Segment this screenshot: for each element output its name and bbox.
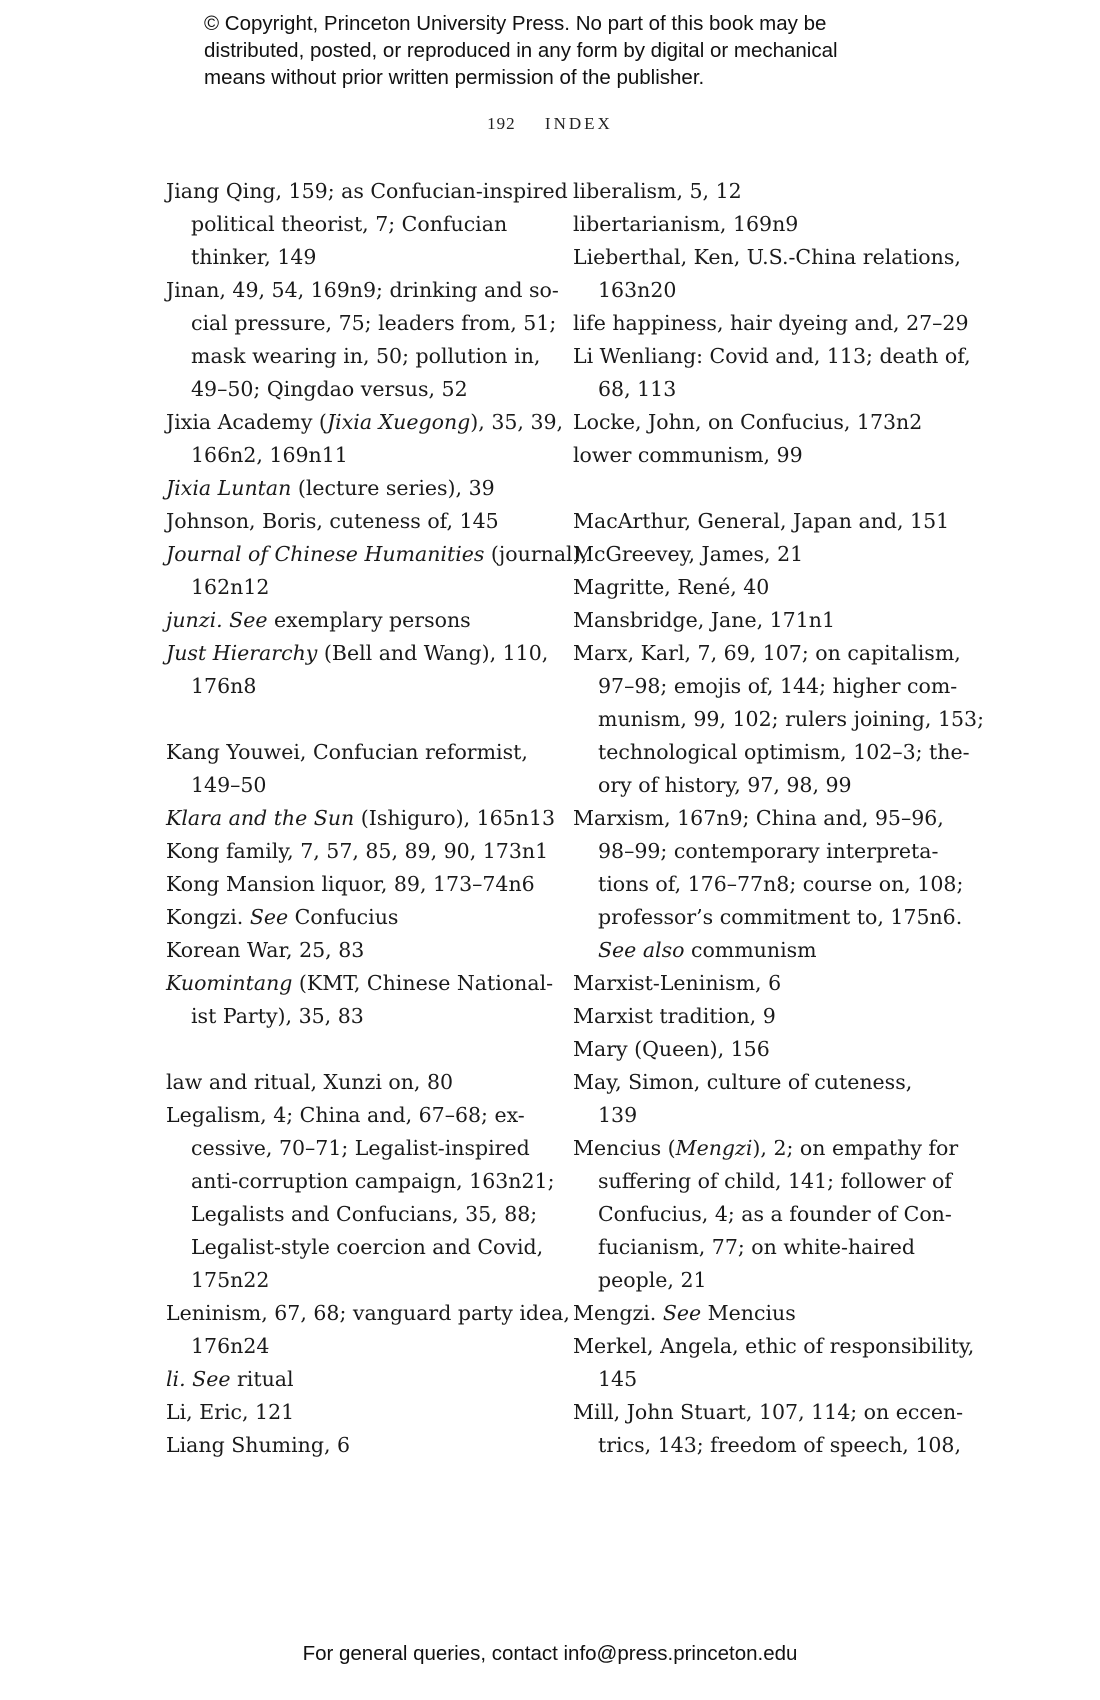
- text-run: Kang Youwei, Confucian reformist,: [166, 740, 528, 764]
- text-run: ritual: [230, 1367, 294, 1391]
- text-run: law and ritual, Xunzi on, 80: [166, 1070, 454, 1094]
- text-run: Confucius, 4; as a founder of Con-: [598, 1202, 952, 1226]
- text-run: technological optimism, 102–3; the-: [598, 740, 970, 764]
- text-run: Korean War, 25, 83: [166, 938, 365, 962]
- text-run: Kongzi.: [166, 905, 250, 929]
- index-entry-line: [166, 1429, 566, 1462]
- index-entry: [573, 1033, 973, 1066]
- index-entry-continuation: [166, 208, 566, 241]
- index-entry-line: [166, 472, 566, 505]
- index-entry-continuation: [166, 1330, 566, 1363]
- index-entry-line: [573, 175, 973, 208]
- text-run: Li Wenliang: Covid and, 113; death of,: [573, 344, 971, 368]
- index-entry: [166, 967, 566, 1033]
- text-run: 163n20: [598, 278, 677, 302]
- index-entry-line: [166, 637, 566, 670]
- index-entry: [573, 1066, 973, 1132]
- text-run: Kong Mansion liquor, 89, 173–74n6: [166, 872, 535, 896]
- text-run: liberalism, 5, 12: [573, 179, 742, 203]
- index-entry-line: [573, 802, 973, 835]
- index-entry-line: [573, 604, 973, 637]
- text-run: 145: [598, 1367, 638, 1391]
- text-run: Leninism, 67, 68; vanguard party idea,: [166, 1301, 570, 1325]
- text-run: anti-corruption campaign, 163n21;: [191, 1169, 555, 1193]
- text-run: 166n2, 169n11: [191, 443, 348, 467]
- index-entry-continuation: [166, 670, 566, 703]
- index-entry-line: [166, 934, 566, 967]
- index-column-left: [166, 175, 588, 1462]
- text-run: Mencius: [701, 1301, 796, 1325]
- index-entry-line: [573, 1330, 973, 1363]
- index-entry: [166, 835, 566, 868]
- text-run: Magritte, René, 40: [573, 575, 770, 599]
- index-entry-continuation: [166, 241, 566, 274]
- index-entry-continuation: [166, 769, 566, 802]
- index-entry-line: [166, 1297, 570, 1330]
- text-run: mask wearing in, 50; pollution in,: [191, 344, 541, 368]
- index-entry-continuation: [166, 1231, 566, 1264]
- index-entry-line: [573, 1132, 973, 1165]
- index-entry-continuation: [166, 307, 566, 340]
- text-run: 149–50: [191, 773, 267, 797]
- text-run: 97–98; emojis of, 144; higher com-: [598, 674, 958, 698]
- text-run: May, Simon, culture of cuteness,: [573, 1070, 913, 1094]
- index-entry-line: [166, 967, 566, 1000]
- text-run: Mengzi.: [573, 1301, 663, 1325]
- index-entry: [573, 208, 973, 241]
- text-run: lower communism, 99: [573, 443, 803, 467]
- index-entry-line: [573, 241, 973, 274]
- index-entry-line: [573, 406, 973, 439]
- index-entry: [166, 1396, 566, 1429]
- index-entry: [573, 1330, 973, 1396]
- index-entry: [166, 1099, 566, 1297]
- text-run: Mill, John Stuart, 107, 114; on eccen-: [573, 1400, 964, 1424]
- index-entry-continuation: [573, 1165, 973, 1198]
- text-run: Mencius (: [573, 1136, 676, 1160]
- index-entry: [573, 637, 984, 802]
- text-run: ), 35, 39,: [470, 410, 564, 434]
- index-entry-line: [166, 802, 566, 835]
- text-run: 176n24: [191, 1334, 270, 1358]
- text-run: Legalism, 4; China and, 67–68; ex-: [166, 1103, 525, 1127]
- index-entry-continuation: [166, 571, 566, 604]
- index-entry: [573, 1132, 973, 1297]
- italic-text: Just Hierarchy: [166, 641, 318, 665]
- index-entry: [166, 406, 566, 472]
- text-run: trics, 143; freedom of speech, 108,: [598, 1433, 961, 1457]
- index-entry-line: [573, 439, 973, 472]
- index-entry: [166, 934, 566, 967]
- index-entry-line: [573, 538, 973, 571]
- text-run: Mansbridge, Jane, 171n1: [573, 608, 836, 632]
- index-entry: [573, 340, 973, 406]
- index-entry-line: [166, 175, 566, 208]
- index-entry-continuation: [573, 769, 973, 802]
- letter-group-gap: [166, 1033, 566, 1066]
- text-run: Marx, Karl, 7, 69, 107; on capitalism,: [573, 641, 961, 665]
- text-run: life happiness, hair dyeing and, 27–29: [573, 311, 969, 335]
- copyright-line: means without prior written permission of the publisher.: [204, 66, 705, 89]
- text-run: Jinan, 49, 54, 169n9; drinking and so-: [166, 278, 559, 302]
- text-run: Kong family, 7, 57, 85, 89, 90, 173n1: [166, 839, 549, 863]
- text-run: Locke, John, on Confucius, 173n2: [573, 410, 923, 434]
- index-entry: [166, 472, 566, 505]
- text-run: Lieberthal, Ken, U.S.-China relations,: [573, 245, 961, 269]
- letter-group-gap: [573, 472, 973, 505]
- index-entry-continuation: [573, 1099, 973, 1132]
- index-entry-continuation: [573, 1231, 973, 1264]
- index-entry: [573, 802, 973, 967]
- text-run: (Ishiguro), 165n13: [354, 806, 556, 830]
- index-entry-continuation: [166, 1132, 566, 1165]
- index-entry-continuation: [166, 439, 566, 472]
- index-entry: [573, 175, 973, 208]
- index-entry-line: [166, 1363, 566, 1396]
- index-entry-line: [166, 406, 566, 439]
- index-entry-line: [573, 1000, 973, 1033]
- index-entry-line: [573, 1396, 973, 1429]
- index-entry: [573, 604, 973, 637]
- index-entry-line: [166, 1099, 566, 1132]
- text-run: cial pressure, 75; leaders from, 51;: [191, 311, 557, 335]
- text-run: ), 2; on empathy for: [752, 1136, 959, 1160]
- text-run: Marxist tradition, 9: [573, 1004, 776, 1028]
- index-entry: [573, 406, 973, 439]
- text-run: communism: [684, 938, 817, 962]
- index-entry-line: [573, 967, 973, 1000]
- italic-text: See also: [598, 938, 685, 962]
- index-entry-continuation: [573, 736, 973, 769]
- index-entry-line: [573, 307, 973, 340]
- text-run: Marxism, 167n9; China and, 95–96,: [573, 806, 944, 830]
- index-entry: [573, 1297, 973, 1330]
- index-entry-line: [573, 1066, 973, 1099]
- index-entry: [573, 241, 973, 307]
- index-entry: [166, 1429, 566, 1462]
- italic-text: Kuomintang: [166, 971, 293, 995]
- text-run: Jixia Academy (: [166, 410, 327, 434]
- italic-text: See: [249, 905, 289, 929]
- copyright-line: © Copyright, Princeton University Press. No part of this book may be: [204, 12, 827, 35]
- letter-group-gap: [166, 703, 566, 736]
- index-entry: [166, 604, 566, 637]
- index-entry: [166, 637, 566, 703]
- index-entry-line: [573, 1033, 973, 1066]
- italic-text: Journal of Chinese Humanities: [166, 542, 485, 566]
- italic-text: Jixia Luntan: [166, 476, 292, 500]
- text-run: libertarianism, 169n9: [573, 212, 799, 236]
- index-entry: [573, 307, 973, 340]
- text-run: 162n12: [191, 575, 270, 599]
- index-entry-continuation: [166, 1198, 566, 1231]
- italic-text: Mengzi: [675, 1136, 753, 1160]
- index-entry-continuation: [573, 670, 973, 703]
- text-run: Liang Shuming, 6: [166, 1433, 351, 1457]
- text-run: Jiang Qing, 159; as Confucian-inspired: [166, 179, 568, 203]
- text-run: (KMT, Chinese National-: [292, 971, 554, 995]
- index-entry: [166, 274, 566, 406]
- index-entry: [166, 1297, 570, 1363]
- index-entry-continuation: [573, 901, 973, 934]
- text-run: Merkel, Angela, ethic of responsibility,: [573, 1334, 975, 1358]
- text-run: Legalists and Confucians, 35, 88;: [191, 1202, 538, 1226]
- index-entry-line: [166, 835, 566, 868]
- index-entry: [573, 967, 973, 1000]
- index-entry-line: [573, 571, 973, 604]
- running-head: [0, 114, 1100, 134]
- index-entry: [573, 1396, 973, 1462]
- index-entry: [166, 505, 566, 538]
- text-run: exemplary persons: [267, 608, 471, 632]
- index-entry-line: [166, 901, 566, 934]
- index-entry-line: [166, 538, 588, 571]
- index-entry: [166, 901, 566, 934]
- text-run: 176n8: [191, 674, 257, 698]
- text-run: Mary (Queen), 156: [573, 1037, 770, 1061]
- index-entry-line: [573, 505, 973, 538]
- copyright-line: distributed, posted, or reproduced in any form by digital or mechanical: [204, 39, 838, 62]
- index-entry-continuation: [166, 373, 566, 406]
- text-run: political theorist, 7; Confucian: [191, 212, 508, 236]
- text-run: ist Party), 35, 83: [191, 1004, 364, 1028]
- text-run: suffering of child, 141; follower of: [598, 1169, 952, 1193]
- index-entry-line: [573, 208, 973, 241]
- index-entry-continuation: [573, 703, 984, 736]
- text-run: Confucius: [288, 905, 399, 929]
- section-title: INDEX: [544, 114, 613, 133]
- text-run: cessive, 70–71; Legalist-inspired: [191, 1136, 530, 1160]
- index-entry-line: [166, 736, 566, 769]
- footer-contact: For general queries, contact info@press.princeton.edu: [302, 1642, 798, 1665]
- index-entry-continuation: [573, 934, 973, 967]
- index-entry: [573, 538, 973, 571]
- index-entry: [166, 538, 588, 604]
- index-entry-continuation: [573, 1363, 973, 1396]
- italic-text: Jixia Xuegong: [326, 410, 471, 434]
- text-run: 49–50; Qingdao versus, 52: [191, 377, 468, 401]
- index-entry: [166, 175, 566, 274]
- text-run: 139: [598, 1103, 638, 1127]
- index-entry-line: [573, 340, 973, 373]
- page-number: 192: [487, 114, 516, 133]
- italic-text: Klara and the Sun: [166, 806, 355, 830]
- text-run: people, 21: [598, 1268, 707, 1292]
- text-run: 175n22: [191, 1268, 270, 1292]
- index-entry-continuation: [573, 835, 973, 868]
- index-entry-continuation: [166, 1000, 566, 1033]
- text-run: (lecture series), 39: [291, 476, 495, 500]
- index-entry-continuation: [166, 1165, 566, 1198]
- text-run: (Bell and Wang), 110,: [317, 641, 549, 665]
- index-entry-continuation: [573, 1198, 973, 1231]
- index-entry-continuation: [166, 1264, 566, 1297]
- index-entry-line: [166, 505, 566, 538]
- index-column-right: [573, 175, 984, 1462]
- italic-text: junzi. See: [166, 608, 268, 632]
- italic-text: See: [662, 1301, 702, 1325]
- text-run: McGreevey, James, 21: [573, 542, 804, 566]
- text-run: tions of, 176–77n8; course on, 108;: [598, 872, 964, 896]
- index-entry: [573, 1000, 973, 1033]
- index-entry: [166, 802, 566, 835]
- italic-text: li. See: [166, 1367, 231, 1391]
- text-run: Legalist-style coercion and Covid,: [191, 1235, 544, 1259]
- text-run: 98–99; contemporary interpreta-: [598, 839, 939, 863]
- index-entry-line: [166, 1066, 566, 1099]
- index-entry-line: [573, 637, 973, 670]
- index-entry-line: [166, 1396, 566, 1429]
- index-entry-continuation: [573, 1429, 973, 1462]
- index-entry-continuation: [166, 340, 566, 373]
- text-run: (journal),: [484, 542, 588, 566]
- text-run: 68, 113: [598, 377, 677, 401]
- text-run: Johnson, Boris, cuteness of, 145: [166, 509, 499, 533]
- index-entry-line: [166, 868, 566, 901]
- text-run: fucianism, 77; on white-haired: [598, 1235, 916, 1259]
- copyright-notice: [204, 10, 924, 91]
- text-run: professor’s commitment to, 175n6.: [598, 905, 963, 929]
- index-entry-line: [166, 274, 566, 307]
- index-entry: [166, 1363, 566, 1396]
- index-entry-continuation: [573, 274, 973, 307]
- index-entry: [573, 571, 973, 604]
- text-run: munism, 99, 102; rulers joining, 153;: [598, 707, 984, 731]
- index-entry: [166, 736, 566, 802]
- index-entry-line: [166, 604, 566, 637]
- index-entry-continuation: [573, 1264, 973, 1297]
- text-run: MacArthur, General, Japan and, 151: [573, 509, 950, 533]
- text-run: Li, Eric, 121: [166, 1400, 295, 1424]
- index-entry-continuation: [573, 373, 973, 406]
- text-run: Marxist-Leninism, 6: [573, 971, 782, 995]
- text-run: ory of history, 97, 98, 99: [598, 773, 852, 797]
- index-entry: [573, 505, 973, 538]
- text-run: thinker, 149: [191, 245, 317, 269]
- index-entry: [573, 439, 973, 472]
- index-entry: [166, 868, 566, 901]
- index-entry-continuation: [573, 868, 973, 901]
- index-entry: [166, 1066, 566, 1099]
- index-entry-line: [573, 1297, 973, 1330]
